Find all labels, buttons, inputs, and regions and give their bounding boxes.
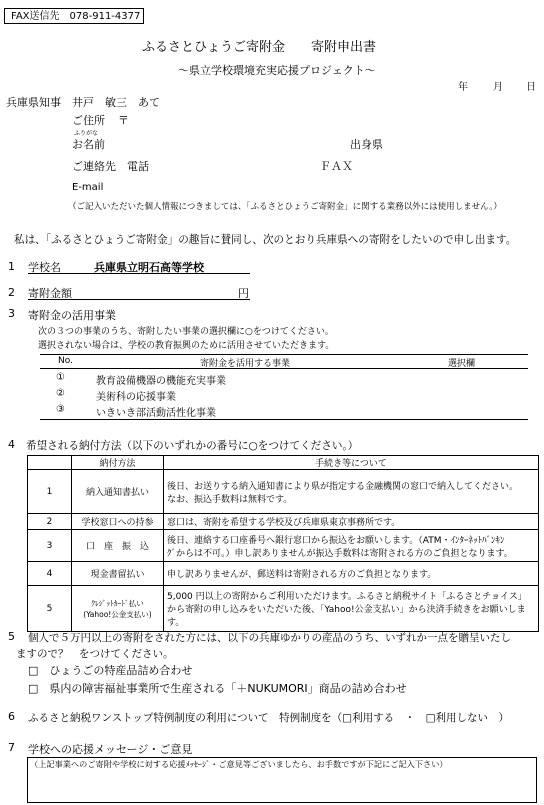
sec3-label: 寄附金の活用事業: [28, 309, 116, 322]
furigana-label: ふりがな: [74, 130, 99, 137]
payment-row-desc: なお、振込手数料は無料です。: [167, 494, 293, 505]
payment-row-no: 3: [28, 530, 72, 562]
date-month: 月: [493, 82, 503, 93]
sec5-text-line1: 個人で５万円以上の寄附をされた方には、以下の兵庫ゆかりの産品のうち、いずれか一点を贈呈いたし: [28, 632, 511, 644]
table-row: [28, 530, 539, 562]
payment-row-desc: 5,000 円以上の寄附からご利用いただけます。ふるさと納税サイト「ふるさとチョイス」: [167, 592, 527, 602]
table-row: [28, 470, 539, 514]
project-row-no: ①: [56, 372, 65, 383]
payment-row-no: 4: [28, 562, 72, 586]
payment-row-method: 現金書留払い: [72, 562, 164, 586]
payment-row-desc: 申し訳ありませんが、郵送料は寄附される方のご負担となります。: [167, 570, 437, 580]
project-header-select: 選択欄: [448, 359, 476, 369]
page-subtitle: ～県立学校環境充実応援プロジェクト～: [178, 64, 376, 77]
sec3-note2: 選択されない場合は、学校の教育振興のために活用させていただきます。: [38, 341, 335, 351]
amount-label: 寄附金額: [28, 287, 72, 300]
sec7-note: （上記事業へのご寄附や学校に対する応援ﾒｯｾｰｼﾞ・ご意見等ございましたら、お手数ですが下記にご記入下さい）: [30, 759, 448, 769]
payment-row-desc: 後日、連絡する口座番号へ銀行窓口から振込をお願いします。（ATM・ｲﾝﾀｰﾈｯﾄﾊﾞﾝｷﾝ: [167, 535, 505, 546]
school-name-value: 兵庫県立明石高等学校: [94, 261, 204, 274]
project-row-no: ③: [56, 404, 65, 415]
privacy-note: （ご記入いただいた個人情報につきましては、「ふるさとひょうご寄附金」に関する業務以外には使用しません。）: [68, 202, 502, 212]
payment-row-desc: ｸﾞからは不可。）申し訳ありませんが振込手数料は寄附される方のご負担となります。: [167, 548, 513, 559]
project-row-name: 教育設備機器の機能充実事業: [96, 376, 226, 387]
postal-mark: 〒: [118, 114, 129, 127]
payment-row-method: ｸﾚｼﾞｯﾄｶｰﾄﾞ払い: [91, 598, 144, 608]
hometown-label: 出身県: [350, 138, 383, 151]
fax-destination-box: FAX送信先 078-911-4377: [4, 8, 144, 24]
project-table: [40, 354, 528, 420]
payment-row-method: 学校窓口への持参: [72, 514, 164, 530]
payment-row-method: 口 座 振 込: [72, 530, 164, 562]
payment-row-no: 1: [28, 470, 72, 514]
payment-method-table: [27, 455, 539, 632]
contact-phone-label: ご連絡先 電話: [72, 160, 149, 173]
table-row: [28, 562, 539, 586]
gift-option-2[interactable]: □ 県内の障害福祉事業所で生産される「＋NUKUMORI」商品の詰め合わせ: [28, 682, 407, 695]
one-stop-exception-choice[interactable]: ふるさと納税ワンストップ特例制度の利用について 特例制度を（□利用する ・ □利用しない ）: [28, 712, 509, 724]
school-label: 学校名: [28, 261, 61, 274]
sec7-number: 7: [8, 741, 15, 754]
name-label: お名前: [72, 138, 105, 151]
payment-row-desc: 後日、お送りする納入通知書により県が指定する金融機関の窓口で納入してください。: [167, 481, 519, 492]
sec4-label: 希望される納付方法（以下のいずれかの番号に○をつけてください。）: [26, 440, 359, 452]
email-label: E-mail: [72, 182, 104, 193]
project-row-name: いきいき部活動活性化事業: [96, 408, 216, 419]
payment-row-method-sub: (Yahoo!公金支払い): [83, 609, 152, 619]
project-header-no: No.: [58, 356, 73, 366]
sec5-text-line2: ますので？ をつけてください。: [16, 648, 174, 660]
project-row-name: 美術科の応援事業: [96, 392, 176, 403]
payment-row-desc: す。: [167, 618, 185, 628]
sec1-number: 1: [8, 260, 15, 273]
sec5-number: 5: [8, 630, 15, 643]
intro-statement: 私は、「ふるさとひょうご寄附金」の趣旨に賛同し、次のとおり兵庫県への寄附をしたいので申し出ます。: [14, 234, 517, 246]
date-day: 日: [526, 82, 536, 93]
payment-row-no: 5: [28, 586, 72, 632]
payment-header-procedure: 手続き等について: [164, 456, 539, 470]
sec3-number: 3: [8, 307, 15, 320]
addressee: 兵庫県知事 井戸 敏三 あて: [6, 96, 160, 109]
amount-unit: 円: [238, 287, 249, 300]
fax-label: ＦＡＸ: [320, 160, 353, 173]
sec4-number: 4: [8, 438, 15, 451]
payment-row-desc: 窓口は、寄附を希望する学校及び兵庫県東京事務所です。: [167, 518, 401, 528]
payment-row-desc: から寄附の申し込みをいただいた後、「Yahoo!公金支払い」から決済手続きをお願いしま: [167, 605, 526, 615]
table-row: [28, 514, 539, 530]
table-row: [28, 586, 539, 632]
project-row-no: ②: [56, 388, 65, 399]
sec6-number: 6: [8, 710, 15, 723]
sec7-label: 学校への応援メッセージ・ご意見: [28, 743, 193, 756]
payment-row-method: 納入通知書払い: [72, 470, 164, 514]
payment-header-method: 納付方法: [72, 456, 164, 470]
address-label: ご住所: [72, 114, 105, 127]
sec3-note1: 次の３つの事業のうち、寄附したい事業の選択欄に○をつけてください。: [38, 327, 334, 337]
page-title: ふるさとひょうご寄附金 寄附申出書: [142, 40, 377, 55]
gift-option-1[interactable]: □ ひょうごの特産品詰め合わせ: [28, 664, 193, 677]
date-year: 年: [458, 82, 468, 93]
project-header-name: 寄附金を活用する事業: [200, 359, 291, 369]
sec2-number: 2: [8, 286, 15, 299]
payment-row-no: 2: [28, 514, 72, 530]
